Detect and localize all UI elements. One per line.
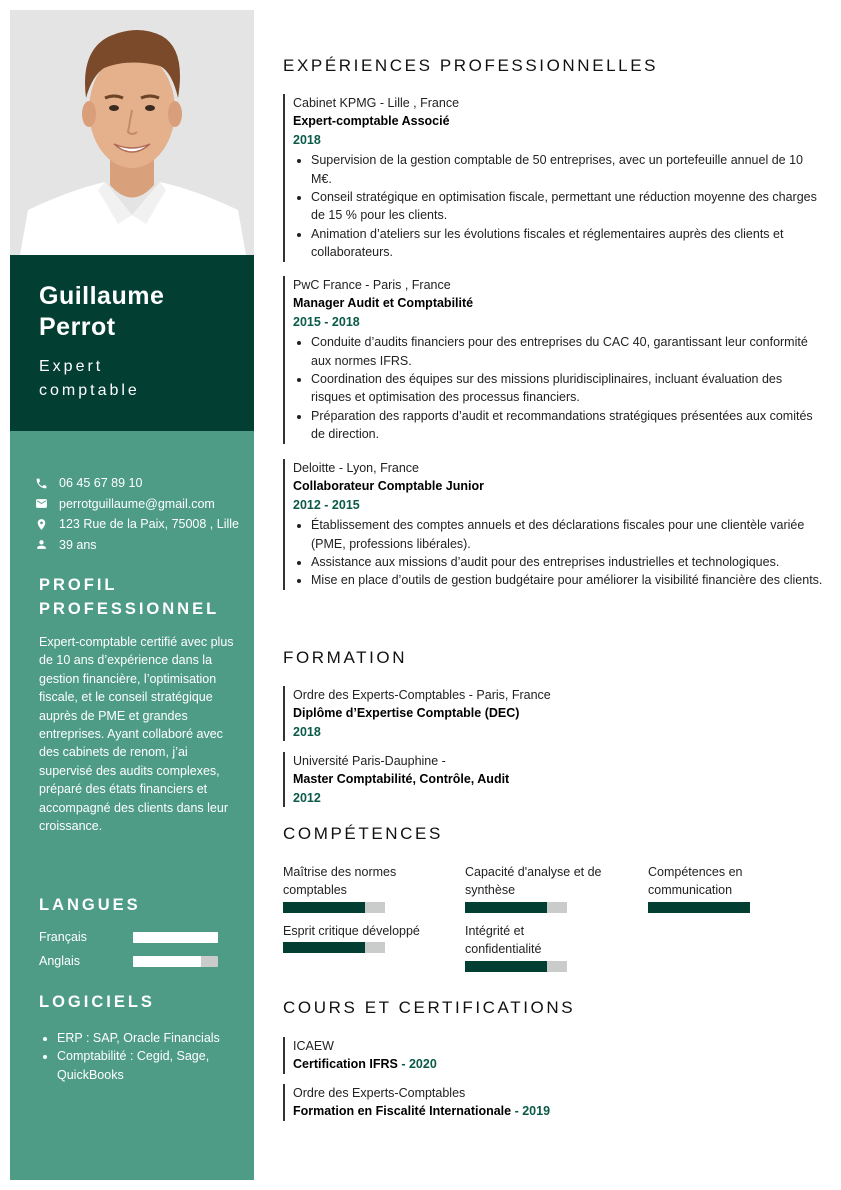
- certification-entry: [283, 1037, 813, 1074]
- contact-list: [35, 473, 250, 555]
- experience-bullet: • Assistance aux missions d’audit pour des entreprises industrielles et technologiques.: [311, 553, 823, 571]
- experience-entry: [283, 459, 823, 590]
- skill-item: [465, 922, 585, 972]
- education-entry: [283, 752, 823, 807]
- experience-date: 2012 - 2015: [293, 497, 360, 512]
- language-level-fill: [133, 956, 201, 967]
- education-org: Ordre des Experts-Comptables - Paris, France: [293, 688, 551, 702]
- certification-org: Ordre des Experts-Comptables: [293, 1086, 466, 1100]
- skill-level-fill: [283, 902, 365, 913]
- first-name: Guillaume: [39, 282, 165, 310]
- education-org: Université Paris-Dauphine -: [293, 754, 446, 768]
- education-year: 2018: [293, 724, 321, 739]
- certification-year: 2020: [408, 1057, 437, 1072]
- experience-bullets: [293, 151, 823, 261]
- language-item: [39, 951, 229, 971]
- experience-bullet: • Établissement des comptes annuels et des déclarations fiscales pour une clientèle variée (PME, professions libérales).: [311, 516, 823, 553]
- language-level-bar: [133, 956, 218, 967]
- experience-bullet: • Coordination des équipes sur des missions pluridisciplinaires, incluant évaluation des risques et optimisation des processus financiers.: [311, 370, 823, 407]
- skill-level-bar: [465, 961, 567, 972]
- education-degree: Diplôme d’Expertise Comptable (DEC): [293, 706, 520, 721]
- profile-photo: [10, 10, 254, 255]
- contact-age: [35, 535, 250, 556]
- skill-level-bar: [283, 902, 385, 913]
- profile-photo-illustration: [10, 10, 254, 255]
- skill-name: Capacité d'analyse et de synthèse: [465, 865, 602, 898]
- experience-org: PwC France - Paris , France: [293, 278, 451, 292]
- language-level-bar: [133, 932, 218, 943]
- certifications-heading: COURS ET CERTIFICATIONS: [283, 998, 576, 1017]
- profile-heading-line1: PROFIL: [39, 576, 118, 594]
- language-level-fill: [133, 932, 218, 943]
- profile-heading-line2: PROFESSIONNEL: [39, 600, 220, 618]
- email-icon: [35, 497, 48, 510]
- skills-heading: COMPÉTENCES: [283, 824, 443, 843]
- certification-separator: -: [511, 1104, 523, 1119]
- contact-email: [35, 494, 250, 515]
- person-name: [39, 281, 164, 343]
- experience-bullet: • Supervision de la gestion comptable de 50 entreprises, avec un portefeuille annuel de 10 M€.: [311, 151, 823, 188]
- experience-date: 2015 - 2018: [293, 314, 360, 329]
- experience-bullet: • Animation d’ateliers sur les évolutions fiscales et réglementaires auprès des clients et collaborateurs.: [311, 225, 823, 262]
- skill-name: Maîtrise des normes comptables: [283, 865, 397, 898]
- experience-bullet: • Préparation des rapports d’audit et recommandations stratégiques présentées aux comités de direction.: [311, 407, 823, 444]
- experience-heading: EXPÉRIENCES PROFESSIONNELLES: [283, 56, 659, 75]
- profile-heading: [39, 573, 219, 621]
- experience-bullet: • Conduite d’audits financiers pour des entreprises du CAC 40, garantissant leur conformité aux normes IFRS.: [311, 333, 823, 370]
- skill-level-fill: [283, 942, 365, 953]
- software-item: • ERP : SAP, Oracle Financials: [57, 1029, 237, 1047]
- education-entry: [283, 686, 823, 741]
- experience-role: Collaborateur Comptable Junior: [293, 479, 484, 494]
- experience-date: 2018: [293, 132, 321, 147]
- software-heading: LOGICIELS: [39, 993, 155, 1011]
- skill-level-fill: [648, 902, 750, 913]
- location-icon: [35, 518, 48, 531]
- certification-org: ICAEW: [293, 1039, 334, 1053]
- experience-org: Cabinet KPMG - Lille , France: [293, 96, 460, 110]
- skill-level-bar: [283, 942, 385, 953]
- education-year: 2012: [293, 790, 321, 805]
- experience-bullet: • Conseil stratégique en optimisation fiscale, permettant une réduction moyenne des charges de 15 % pour les clients.: [311, 188, 823, 225]
- skill-name: Esprit critique développé: [283, 924, 420, 938]
- certification-entry: [283, 1084, 813, 1121]
- phone-icon: [35, 477, 48, 490]
- skill-level-fill: [465, 902, 547, 913]
- language-item: [39, 927, 229, 947]
- skill-level-fill: [465, 961, 547, 972]
- experience-role: Expert-comptable Associé: [293, 114, 450, 129]
- language-name: Anglais: [39, 954, 80, 968]
- skill-item: [283, 863, 453, 913]
- contact-age-text: 39 ans: [59, 537, 97, 552]
- skill-name: Compétences en communication: [648, 865, 743, 898]
- certification-name: Certification IFRS: [293, 1057, 398, 1072]
- software-list: [39, 1029, 237, 1084]
- job-title-line1: Expert: [39, 358, 104, 375]
- experience-bullets: [293, 333, 823, 443]
- experience-role: Manager Audit et Comptabilité: [293, 296, 474, 311]
- job-title: [39, 355, 140, 403]
- certification-year: 2019: [522, 1104, 551, 1119]
- software-item: • Comptabilité : Cegid, Sage, QuickBooks: [57, 1047, 237, 1084]
- certification-name: Formation en Fiscalité Internationale: [293, 1104, 512, 1119]
- languages-heading: LANGUES: [39, 896, 141, 914]
- skill-name: Intégrité et confidentialité: [465, 924, 542, 957]
- skill-item: [465, 863, 635, 913]
- person-icon: [35, 538, 48, 551]
- skill-item: [648, 863, 818, 913]
- skill-level-bar: [465, 902, 567, 913]
- skill-level-bar: [648, 902, 750, 913]
- contact-email-text[interactable]: perrotguillaume@gmail.com: [59, 496, 215, 511]
- job-title-line2: comptable: [39, 382, 140, 399]
- experience-entry: [283, 276, 823, 444]
- language-name: Français: [39, 930, 87, 944]
- contact-phone-text[interactable]: 06 45 67 89 10: [59, 476, 143, 491]
- contact-address-text: 123 Rue de la Paix, 75008 , Lille: [59, 517, 239, 532]
- name-box: [10, 255, 254, 431]
- experience-bullet: • Mise en place d’outils de gestion budgétaire pour améliorer la visibilité financière des clients.: [311, 571, 823, 589]
- contact-address: [35, 514, 250, 535]
- profile-text: Expert-comptable certifié avec plus de 10 ans d’expérience dans la gestion financière, l’optimisation fiscale, et le conseil stratégique auprès de PME et grandes entreprises. Ayant collaboré avec des cabinets de renom, j’ai supervisé des audits complexes, préparé des états financiers et accompagné des clients dans leur croissance.: [39, 635, 234, 834]
- experience-entry: [283, 94, 823, 262]
- experience-org: Deloitte - Lyon, France: [293, 461, 419, 475]
- contact-phone: [35, 473, 250, 494]
- education-degree: Master Comptabilité, Contrôle, Audit: [293, 772, 510, 787]
- skill-item: [283, 922, 453, 953]
- last-name: Perrot: [39, 313, 116, 341]
- education-heading: FORMATION: [283, 648, 408, 667]
- experience-bullets: [293, 516, 823, 590]
- certification-separator: -: [397, 1057, 409, 1072]
